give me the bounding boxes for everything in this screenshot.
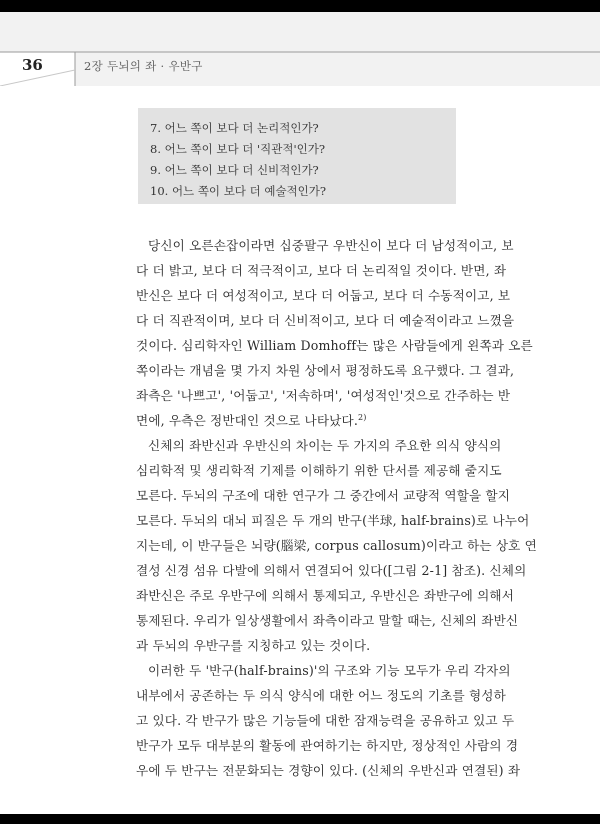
body-line: 심리학적 및 생리학적 기제를 이해하기 위한 단서를 제공해 줄지도 [136,463,502,478]
body-line: 것이다. 심리학자인 William Domhoff는 많은 사람들에게 왼쪽과 오른 [136,338,533,353]
body-line: 반신은 보다 더 여성적이고, 보다 더 어둡고, 보다 더 수동적이고, 보 [136,288,511,303]
question-item: 10. 어느 쪽이 보다 더 예술적인가? [150,184,327,198]
page-number: 36 [22,56,43,74]
body-line: 신체의 좌반신과 우반신의 차이는 두 가지의 주요한 의식 양식의 [148,438,502,453]
bottom-border [0,814,600,824]
body-line: 쪽이라는 개념을 몇 가지 차원 상에서 평정하도록 요구했다. 그 결과, [136,363,515,378]
question-item: 9. 어느 쪽이 보다 더 신비적인가? [150,163,319,177]
body-line: 좌측은 '나쁘고', '어둡고', '저속하며', '여성적인'것으로 간주하는 반 [136,388,511,403]
body-line: 이러한 두 '반구(half-brains)'의 구조와 기능 모두가 우리 각자의 [148,663,511,678]
question-item: 8. 어느 쪽이 보다 더 '직관적'인가? [150,142,326,156]
body-line: 모른다. 두뇌의 대뇌 피질은 두 개의 반구(半球, half-brains)로 나누어 [136,513,530,528]
question-item: 7. 어느 쪽이 보다 더 논리적인가? [150,121,319,135]
body-line: 결성 신경 섬유 다발에 의해서 연결되어 있다([그림 2-1] 참조). 신체의 [136,563,527,578]
body-line-text: 면에, 우측은 정반대인 것으로 나타났다. [136,413,358,428]
body-line: 내부에서 공존하는 두 의식 양식에 대한 어느 정도의 기초를 형성하 [136,688,506,703]
footnote-marker: 2) [357,412,367,422]
header-rule-graphic [0,12,600,86]
body-line: 우에 두 반구는 전문화되는 경향이 있다. (신체의 우반신과 연결된) 좌 [136,763,521,778]
body-line: 다 더 직관적이며, 보다 더 신비적이고, 보다 더 예술적이라고 느꼈을 [136,313,515,328]
body-line: 지는데, 이 반구들은 뇌량(腦梁, corpus callosum)이라고 하는 상호 연 [136,538,537,553]
body-line: 통제된다. 우리가 일상생활에서 좌측이라고 말할 때는, 신체의 좌반신 [136,613,519,628]
body-line: 모른다. 두뇌의 구조에 대한 연구가 그 중간에서 교량적 역할을 할지 [136,488,511,503]
body-line-with-footnote [136,410,366,429]
page-header-band [0,12,600,86]
running-head: 2장 두뇌의 좌 · 우반구 [84,59,203,73]
body-line: 당신이 오른손잡이라면 십중팔구 우반신이 보다 더 남성적이고, 보 [148,238,514,253]
body-line: 다 더 밝고, 보다 더 적극적이고, 보다 더 논리적일 것이다. 반면, 좌 [136,263,507,278]
body-line: 고 있다. 각 반구가 많은 기능들에 대한 잠재능력을 공유하고 있고 두 [136,713,515,728]
question-box [138,108,456,204]
body-line: 좌반신은 주로 우반구에 의해서 통제되고, 우반신은 좌반구에 의해서 [136,588,515,603]
body-line: 과 두뇌의 우반구를 지칭하고 있는 것이다. [136,638,371,653]
body-line: 반구가 모두 대부분의 활동에 관여하기는 하지만, 정상적인 사람의 경 [136,738,519,753]
top-border [0,0,600,12]
